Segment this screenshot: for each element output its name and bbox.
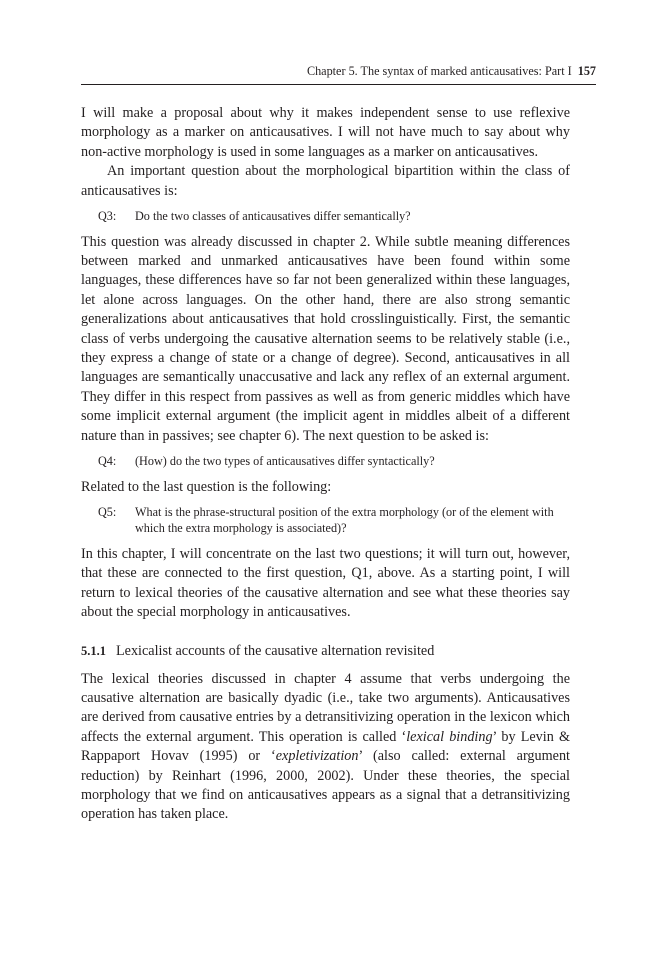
running-title: Chapter 5. The syntax of marked anticausatives: Part I xyxy=(306,64,572,78)
section-title: Lexicalist accounts of the causative alternation revisited xyxy=(116,642,435,659)
paragraph-3: This question was already discussed in chapter 2. While subtle meaning differences between marked and unmarked anticausatives have been found within some languages, these differences have so far not been generalized within these languages, let alone across languages. On the other hand, there are also strong semantic generalizations about anticausatives that hold crosslinguistically. First, the semantic class of verbs undergoing the causative alternation seems to be relatively stable (i.e., they express a change of state or a change of degree). Second, anticausatives in all languages are semantically unaccusative and lack any reflex of an external argument. They differ in this respect from passives as well as from generic middles which have some implicit external argument (the implicit agent in middles albeit of a different nature than in passives; see chapter 6). The next question to be asked is: xyxy=(81,233,570,444)
paragraph-1: I will make a proposal about why it makes independent sense to use reflexive morphology as a marker on anticausatives. I will not have much to say about why non-active morphology is used in some languages as a marker on anticausatives. xyxy=(81,105,570,160)
paragraph-5: In this chapter, I will concentrate on the last two questions; it will turn out, however, that these are connected to the first question, Q1, above. As a starting point, I will return to lexical theories of the causative alternation and see what these theories say about the special morphology in anticausatives. xyxy=(81,545,570,621)
paragraph-2: An important question about the morphological bipartition within the class of anticausatives is: xyxy=(81,163,570,199)
term-lexical-binding: lexical binding xyxy=(406,728,493,745)
section-heading xyxy=(81,642,570,661)
paragraph-6 xyxy=(81,670,570,825)
page-body xyxy=(81,104,570,825)
paragraph-4: Related to the last question is the following: xyxy=(81,478,332,495)
question-text: (How) do the two types of anticausatives differ syntactically? xyxy=(135,454,435,468)
paragraph-6-part-2: ’ by Levin & Rappaport Hovav (1995) or ‘ xyxy=(81,728,570,765)
header-text xyxy=(307,64,596,79)
question-label: Q3: xyxy=(98,209,117,224)
question-q5 xyxy=(98,504,570,537)
section-number: 5.1.1 xyxy=(81,643,106,658)
question-label: Q5: xyxy=(98,504,117,519)
running-header xyxy=(81,62,596,85)
term-expletivization: expletivization xyxy=(275,748,359,765)
question-label: Q4: xyxy=(98,454,117,468)
question-text: What is the phrase-structural position of the extra morphology (or of the element with which the extra morphology is associated)? xyxy=(135,504,554,536)
question-q3 xyxy=(98,208,570,225)
paragraph-6-part-1: The lexical theories discussed in chapter 4 assume that verbs undergoing the causative alternation are basically dyadic (i.e., take two arguments). Anticausatives are derived from causative entries by a detransitivizing operation in the lexicon which affects the external argument. This operation is called ‘ xyxy=(81,670,570,745)
page-number: 157 xyxy=(577,64,596,78)
paragraph-6-part-3: ’ (also called: external argument reduction) by Reinhart (1996, 2000, 2002). Under these theories, the special morphology that we find on anticausatives appears as a signal that a detransitivizing operation has taken place. xyxy=(81,748,570,823)
question-text: Do the two classes of anticausatives differ semantically? xyxy=(135,209,411,224)
question-q4 xyxy=(98,453,570,470)
